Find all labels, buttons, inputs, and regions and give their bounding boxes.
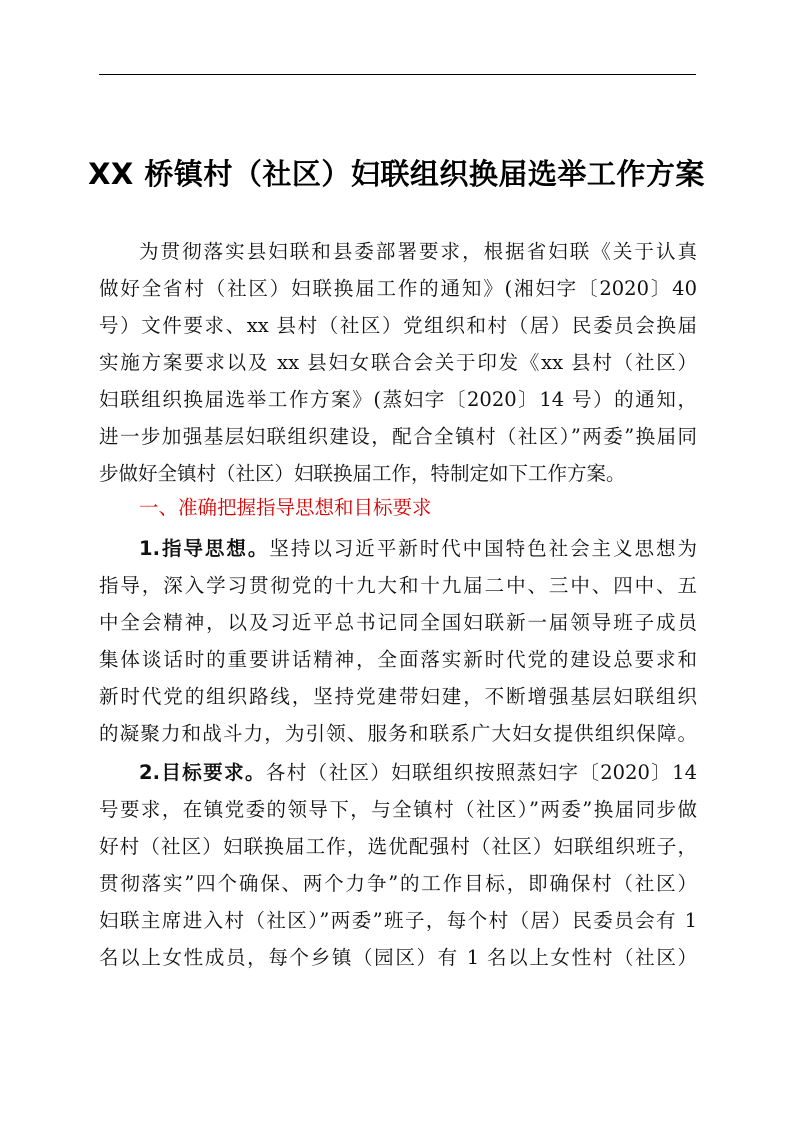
text-line: 做好全省村（社区）妇联换届工作的通知》(湘妇字〔2020〕40: [99, 277, 697, 300]
text-line: 步做好全镇村（社区）妇联换届工作，特制定如下工作方案。: [99, 462, 626, 485]
header-rule: [99, 74, 696, 75]
intro-paragraph: [99, 233, 697, 492]
text-line: 实施方案要求以及 xx 县妇女联合会关于印发《xx 县村（社区）: [99, 351, 697, 374]
text-line: 指导，深入学习贯彻党的十九大和十九届二中、三中、四中、五: [99, 574, 697, 597]
item1-first-line: 坚持以习近平新时代中国特色社会主义思想为: [269, 537, 697, 560]
text-line: 进一步加强基层妇联组织建设，配合全镇村（社区）”两委”换届同: [99, 425, 697, 448]
text-line: 名以上女性成员，每个乡镇（园区）有 1 名以上女性村（社区）: [99, 946, 697, 969]
item1-label: 1.指导思想。: [139, 537, 270, 560]
text-line: [99, 530, 697, 567]
text-line: 号）文件要求、xx 县村（社区）党组织和村（居）民委员会换届: [99, 314, 697, 337]
text-line: 为贯彻落实县妇联和县委部署要求，根据省妇联《关于认真: [139, 240, 697, 263]
document-title: XX 桥镇村（社区）妇联组织换届选举工作方案: [88, 157, 705, 191]
text-line: 贯彻落实”四个确保、两个力争”的工作目标，即确保村（社区）: [99, 872, 697, 895]
text-line: 妇联主席进入村（社区）”两委”班子，每个村（居）民委员会有 1: [99, 909, 697, 932]
item2-paragraph: [99, 754, 697, 976]
text-line: [99, 754, 697, 791]
text-line: 新时代党的组织路线，坚持党建带妇建，不断增强基层妇联组织: [99, 685, 697, 708]
section-heading: 一、准确把握指导思想和目标要求: [139, 496, 432, 519]
text-line: 集体谈话时的重要讲话精神，全面落实新时代党的建设总要求和: [99, 648, 697, 671]
item2-first-line: 各村（社区）妇联组织按照蒸妇字〔2020〕14: [265, 761, 697, 784]
item2-label: 2.目标要求。: [139, 761, 266, 784]
text-line: 的凝聚力和战斗力，为引领、服务和联系广大妇女提供组织保障。: [99, 722, 697, 745]
text-line: 妇联组织换届选举工作方案》(蒸妇字〔2020〕14 号）的通知，: [99, 388, 697, 411]
item1-paragraph: [99, 530, 697, 752]
text-line: 号要求，在镇党委的领导下，与全镇村（社区）”两委”换届同步做: [99, 798, 697, 821]
text-line: 中全会精神，以及习近平总书记同全国妇联新一届领导班子成员: [99, 611, 697, 634]
text-line: 好村（社区）妇联换届工作，选优配强村（社区）妇联组织班子，: [99, 835, 697, 858]
